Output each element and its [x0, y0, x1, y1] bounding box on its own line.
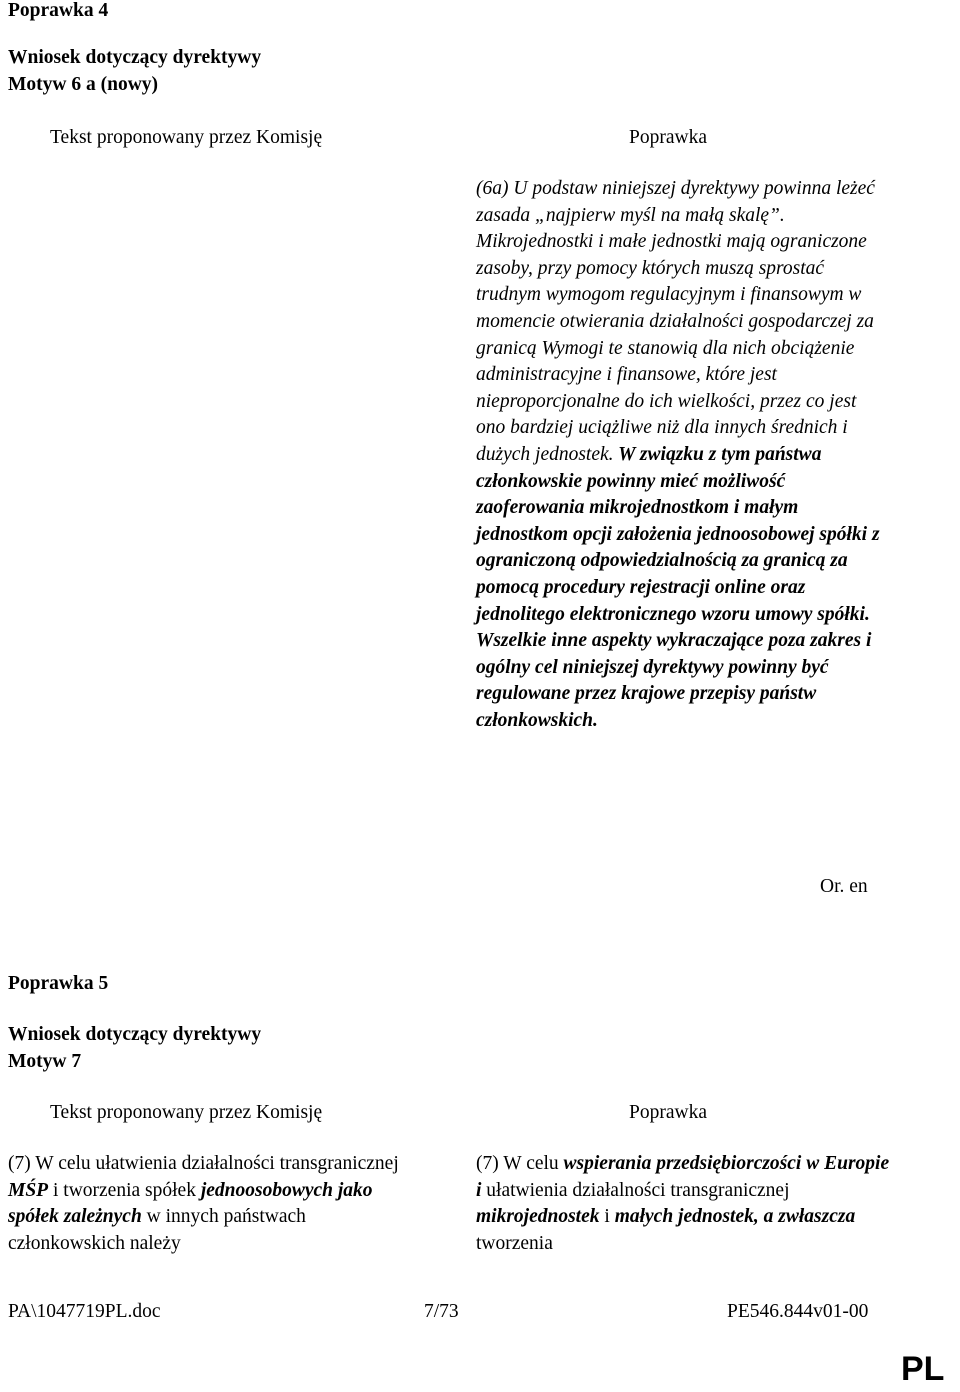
- amendment-4-right-column-heading: Poprawka: [629, 127, 707, 148]
- amendment-5-proposal: Wniosek dotyczący dyrektywy: [8, 1024, 262, 1045]
- amendment-4-left-column-heading: Tekst proponowany przez Komisję: [50, 127, 323, 148]
- amendment-5-left-column-heading: Tekst proponowany przez Komisję: [50, 1102, 323, 1123]
- amendment-5-right-seg-2: wspierania przedsiębiorczości w Europie i: [476, 1153, 890, 1201]
- amendment-4-original-language: Or. en: [820, 876, 868, 897]
- amendment-5-title-number: 5: [98, 973, 109, 994]
- amendment-5-recital: Motyw 7: [8, 1051, 82, 1072]
- amendment-4-title-number: 4: [98, 0, 109, 21]
- amendment-4-text-part-3: Wymogi te stanowią dla nich obciążenie administracyjne i finansowe, które jest nieproporcjonalne do ich wielkości, przez co jest ono bardziej uciążliwe niż dla innych średnich i dużych jednostek.: [476, 337, 857, 465]
- amendment-4-recital: Motyw 6 a (nowy): [8, 74, 159, 95]
- amendment-5-right-seg-1: (7) W celu: [476, 1153, 564, 1174]
- footer-pe-reference: PE546.844v01-00: [727, 1301, 869, 1322]
- footer-document-reference: PA\1047719PL.doc: [8, 1301, 161, 1322]
- amendment-5-right-seg-5: i: [599, 1206, 615, 1228]
- amendment-5-right-column-heading: Poprawka: [629, 1102, 707, 1123]
- amendment-5-right-seg-6: małych jednostek, a zwłaszcza: [614, 1206, 856, 1228]
- amendment-5-left-seg-2: MŚP: [8, 1179, 49, 1201]
- footer-page-number: 7/73: [424, 1301, 459, 1322]
- amendment-5-left-seg-4: jednoosobowych jako spółek zależnych: [8, 1179, 373, 1228]
- amendment-5-title-word: Poprawka: [8, 973, 94, 994]
- amendment-4-text-part-4: W związku z tym państwa członkowskie powinny mieć możliwość zaoferowania mikrojednostkom i małym jednostkom opcji założenia jednoosobowej spółki z ograniczoną odpowiedzialnością za granicą za pomocą procedury rejestracji online oraz jednolitego elektronicznego wzoru umowy spółki. Wszelkie inne aspekty wykraczające poza zakres i ogólny cel niniejszej dyrektywy powinny być regulowane przez krajowe przepisy państw członkowskich.: [476, 443, 880, 731]
- amendment-4-proposal: Wniosek dotyczący dyrektywy: [8, 47, 262, 68]
- amendment-5-right-seg-3: ułatwienia działalności transgranicznej: [481, 1179, 790, 1201]
- amendment-5-left-seg-3: i tworzenia spółek: [48, 1179, 201, 1201]
- footer-language-mark: PL: [901, 1350, 945, 1388]
- amendment-5-title: [8, 973, 108, 995]
- amendment-4-title: [8, 0, 108, 22]
- amendment-4-text-part-2: Mikrojednostki i małe jednostki mają ograniczone zasoby, przy pomocy których muszą sprostać trudnym wymogom regulacyjnym i finansowym w momencie otwierania działalności gospodarczej za granicą: [476, 231, 874, 359]
- amendment-5-right-seg-7: tworzenia: [476, 1232, 553, 1254]
- amendment-5-left-seg-5: w innych państwach członkowskich należy: [8, 1206, 306, 1254]
- amendment-5-original-text: [8, 1151, 418, 1257]
- amendment-5-right-seg-4: mikrojednostek: [476, 1206, 600, 1228]
- amendment-4-amended-text: [476, 176, 890, 734]
- amendment-4-text-part-1: (6a) U podstaw niniejszej dyrektywy powinna leżeć zasada „najpierw myśl na małą skalę”.: [476, 178, 875, 226]
- amendment-4-title-word: Poprawka: [8, 0, 94, 21]
- amendment-5-amended-text: [476, 1151, 890, 1257]
- amendment-5-left-seg-1: (7) W celu ułatwienia działalności transgranicznej: [8, 1153, 399, 1174]
